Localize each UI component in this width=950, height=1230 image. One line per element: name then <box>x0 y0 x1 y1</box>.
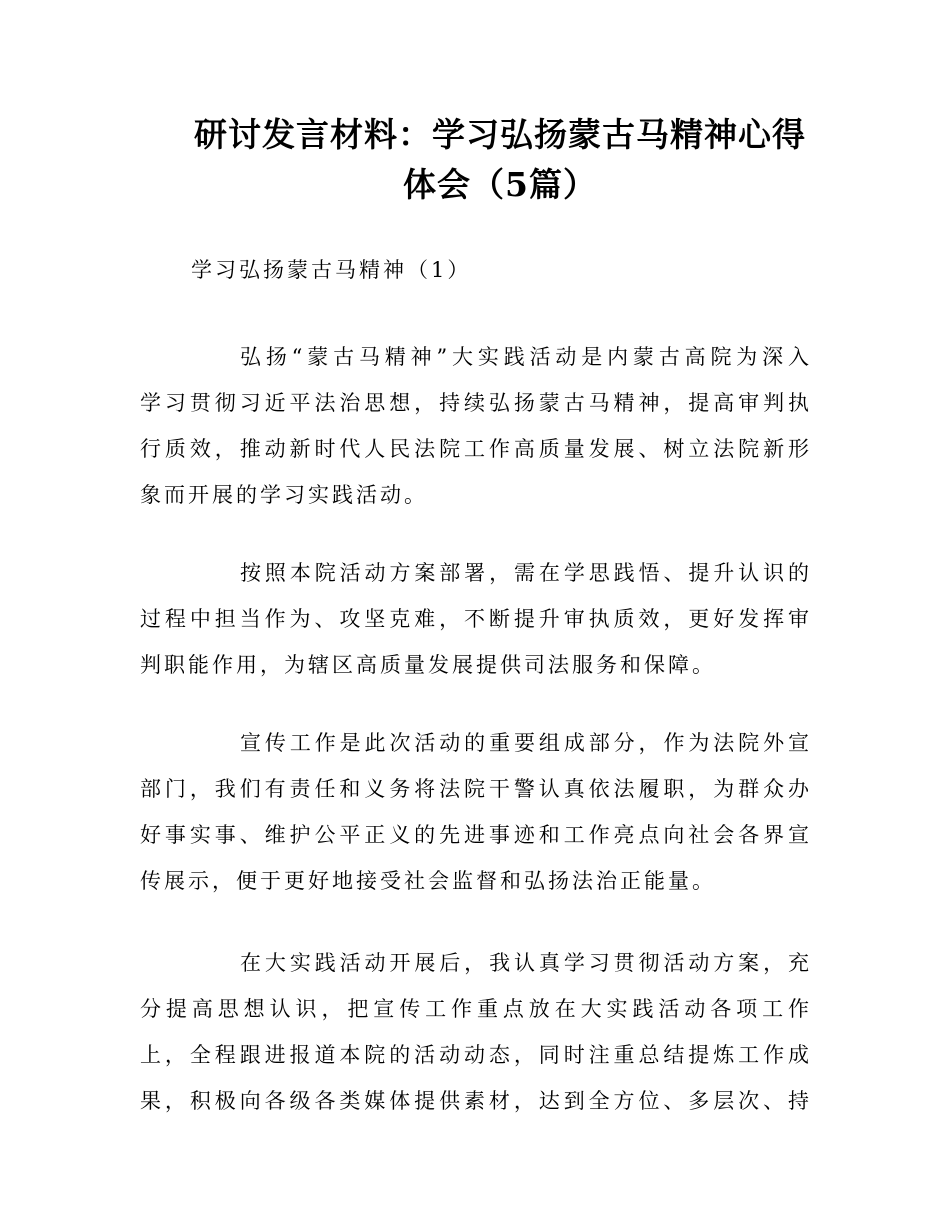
paragraph-line: 传展示，便于更好地接受社会监督和弘扬法治正能量。 <box>140 869 716 893</box>
paragraph-line: 弘扬“蒙古马精神”大实践活动是内蒙古高院为深入 <box>240 345 812 369</box>
paragraph-1 <box>140 334 812 518</box>
paragraph-line: 过程中担当作为、攻坚克难，不断提升审执质效，更好发挥审 <box>140 607 812 631</box>
paragraph-line: 宣传工作是此次活动的重要组成部分，作为法院外宣 <box>240 731 812 755</box>
document-title <box>140 110 860 210</box>
paragraph-line: 按照本院活动方案部署，需在学思践悟、提升认识的 <box>240 561 812 585</box>
paragraph-line: 学习贯彻习近平法治思想，持续弘扬蒙古马精神，提高审判执 <box>140 391 812 415</box>
section-subtitle: 学习弘扬蒙古马精神（1） <box>191 258 472 282</box>
paragraph-line: 上，全程跟进报道本院的活动动态，同时注重总结提炼工作成 <box>140 1043 812 1067</box>
paragraph-line: 判职能作用，为辖区高质量发展提供司法服务和保障。 <box>140 653 716 677</box>
paragraph-4 <box>140 940 812 1124</box>
paragraph-2 <box>140 550 812 688</box>
paragraph-line: 行质效，推动新时代人民法院工作高质量发展、树立法院新形 <box>140 437 812 461</box>
paragraph-line: 好事实事、维护公平正义的先进事迹和工作亮点向社会各界宣 <box>140 823 812 847</box>
paragraph-line: 象而开展的学习实践活动。 <box>140 483 428 507</box>
paragraph-line: 在大实践活动开展后，我认真学习贯彻活动方案，充 <box>240 951 812 975</box>
title-line-2: 体会（5篇） <box>403 165 597 204</box>
paragraph-line: 果，积极向各级各类媒体提供素材，达到全方位、多层次、持 <box>140 1089 812 1113</box>
title-line-1: 研讨发言材料：学习弘扬蒙古马精神心得 <box>194 115 806 154</box>
paragraph-line: 部门，我们有责任和义务将法院干警认真依法履职，为群众办 <box>140 777 812 801</box>
paragraph-3 <box>140 720 812 904</box>
paragraph-line: 分提高思想认识，把宣传工作重点放在大实践活动各项工作 <box>140 997 812 1021</box>
